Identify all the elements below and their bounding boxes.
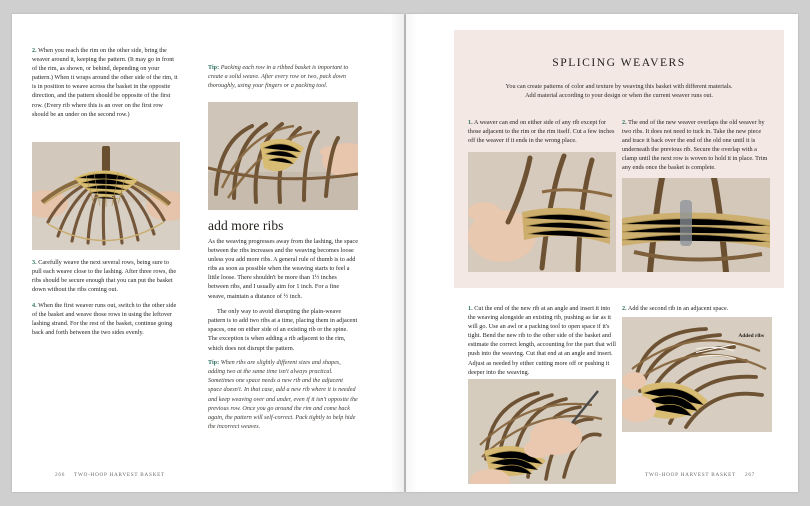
panel-subtitle-line-2: Add material according to your design or when the current weaver runs out. (525, 92, 713, 99)
left-running-head: TWO-HOOP HARVEST BASKET (74, 472, 165, 478)
tip-label: Tip: (208, 360, 220, 367)
panel-step-2-number: 2. (622, 119, 627, 126)
panel-step-2-paragraph (622, 118, 770, 173)
packing-weave-photo (208, 102, 358, 210)
left-column-two-body (208, 218, 358, 438)
step-4-number: 4. (32, 301, 37, 309)
add-ribs-paragraph-1: As the weaving progresses away from the lashing, the space between the ribs increases and the weaving becomes loose unless you add more ribs. A general rule of thumb is to add ribs as soon as possible when the weaving starts to feel a little loose. There shouldn't be more than 1½ inches between ribs, and I usually aim for 1 inch. For a fine weave, maintain a distance of ½ inch. (208, 238, 358, 300)
lower-step-2-number: 2. (622, 305, 627, 312)
right-page-footer (645, 472, 764, 478)
right-page-number: 267 (744, 472, 755, 478)
left-page (12, 14, 404, 492)
right-running-head: TWO-HOOP HARVEST BASKET (645, 472, 736, 478)
panel-title: SPLICING WEAVERS (552, 56, 686, 69)
tip-rib-sizes (208, 359, 358, 432)
lower-step-1-text: Cut the end of the new rib at an angle and insert it into the weaving alongside an existing rib, pushing as far as it will go. Use an awl or a packing tool to open space if it's tight. Bend the new rib to the other side of the basket and estimate the correct length, accounting for the part that will push into the weaving. Cut that end at an angle and insert. Adjust as needed by either cutting more off or pushing it deeper into the weaving. (468, 305, 616, 376)
section-heading-add-more-ribs: add more ribs (208, 218, 284, 233)
panel-subtitle-line-1: You can create patterns of color and texture by weaving this basket with different materials. (505, 83, 733, 90)
step-3-text: Carefully weave the next several rows, being sure to pull each weave close to the lashing. After three rows, the ribs should be secure enough that you can put the basket down without the ribs coming out. (32, 259, 177, 294)
panel-step-2-text: The end of the new weaver overlaps the old weaver by two ribs. It does not need to tuck in. Take the new piece and trace it back over the end of the old one until it is underneath the previous rib. Secure the overlap with a clamp until the next row is woven to hold it in place. Trim any ends once the basket is complete. (622, 119, 768, 172)
basket-ribs-rim-illustration (32, 142, 180, 250)
panel-step-1-paragraph (468, 118, 616, 145)
step-2-text: When you reach the rim on the other side, bring the weaver around it, keeping the pattern. (It may go in front of the rim, as shown, or behind, depending on your pattern.) When it wraps around the other side of the rim, it is in position to weave across the basket in the opposite direction, and the pattern should be opposite of the first row. (Every rib where this is an over on the first row should be an under on the second row.) (32, 47, 178, 118)
lower-step-2-text-block (622, 304, 772, 313)
added-ribs-callout: Added ribs (738, 333, 764, 339)
step-2-number: 2. (32, 47, 37, 54)
tip-packing (208, 64, 358, 91)
step-2-paragraph (32, 46, 180, 119)
second-rib-photo (622, 317, 772, 432)
weaver-end-photo (468, 152, 616, 272)
panel-step-1-text: A weaver can end on either side of any rib except for those adjacent to the rim or the rim itself. Cut a few inches off the weaver if it ends in the wrong place. (468, 119, 615, 145)
insert-new-rib-photo (468, 379, 616, 484)
step-4-text: When the first weaver runs out, switch to the other side of the basket and weave those rows in using the leftover lashing strand. For the rest of the basket, continue going back and forth between the two sides evenly. (32, 301, 177, 337)
tip-label: Tip: (208, 65, 220, 71)
lower-step-2-paragraph (622, 304, 772, 313)
step-3-paragraph (32, 258, 180, 294)
lower-step-1-paragraph (468, 304, 616, 377)
basket-ribs-rim-photo (32, 142, 180, 250)
overlap-weaver-illustration (622, 178, 770, 272)
insert-new-rib-illustration (468, 379, 616, 484)
step-4-paragraph (32, 301, 180, 337)
tip-text: Packing each row in a ribbed basket is important to create a solid weave. After every row or two, pack down thoroughly, using your fingers or a packing tool. (208, 65, 349, 90)
lower-step-1-number: 1. (468, 305, 473, 312)
right-page (406, 14, 798, 492)
weaver-end-illustration (468, 152, 616, 272)
left-page-number: 266 (55, 472, 66, 478)
lower-step-2-text: Add the second rib in an adjacent space. (626, 305, 729, 312)
left-column-two-tip (208, 64, 358, 91)
left-column-one (32, 46, 180, 125)
panel-step-2-text-block (622, 118, 770, 173)
add-ribs-paragraph-2: The only way to avoid disrupting the plain-weave pattern is to add two ribs at a time, placing them in adjacent spaces, one on either side of an existing rib or the spine. The exception is when adding a rib adjacent to the rim, which does not disrupt the pattern. (208, 308, 358, 352)
step-3-number: 3. (32, 259, 37, 266)
panel-step-1-text-block (468, 118, 616, 145)
panel-step-1-number: 1. (468, 119, 473, 126)
splicing-weavers-panel (454, 30, 784, 288)
tip-text: When ribs are slightly different sizes and shapes, adding two at the same time isn't always practical. Sometimes one space needs a new rib and the adjacent space doesn't. In that case, add a new rib where it is needed and keep weaving over and under, even if it isn't opposite the previous row. Once you go around the rim and come back again, the pattern will self-correct. Pack tightly to help hide the incorrect weaves. (208, 360, 358, 430)
packing-weave-illustration (208, 102, 358, 210)
lower-step-1-text-block (468, 304, 616, 377)
overlap-weaver-photo (622, 178, 770, 272)
left-column-one-lower (32, 258, 180, 344)
left-page-footer (46, 472, 165, 478)
